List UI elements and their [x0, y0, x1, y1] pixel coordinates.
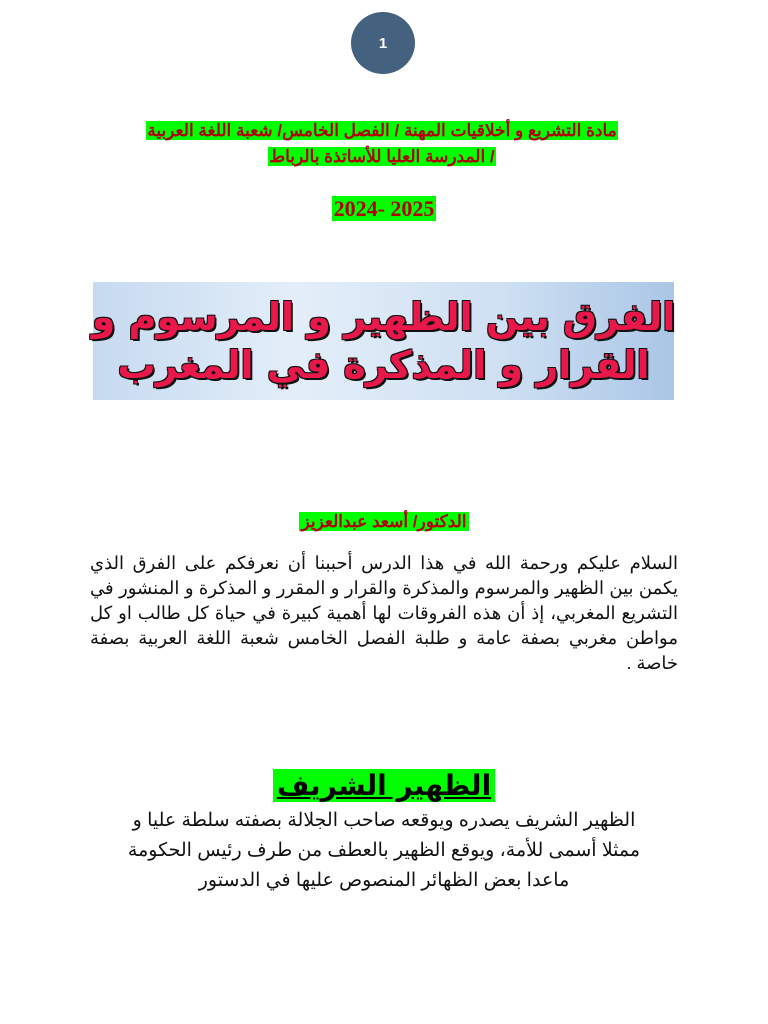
school-name: / المدرسة العليا للأساتذة بالرباط: [269, 147, 495, 166]
page-number: 1: [378, 34, 388, 52]
section-heading: الظهير الشريف: [273, 769, 495, 802]
course-title: مادة التشريع و أخلاقيات المهنة / الفصل الخامس/ شعبة اللغة العربية: [147, 121, 617, 140]
section-heading-block: [0, 768, 768, 804]
course-header-line-2: [90, 144, 674, 170]
section-body: [100, 806, 668, 896]
banner-title-line-2: القرار و المذكرة في المغرب: [117, 343, 650, 387]
author-name: الدكتور/ أسعد عبدالعزيز: [301, 512, 467, 531]
section-body-line-3: ماعدا بعض الظهائر المنصوص عليها في الدستور: [198, 870, 570, 891]
banner-title-line-1: الفرق بين الظهير و المرسوم و: [91, 295, 676, 339]
author-block: [0, 509, 768, 535]
course-header: [90, 118, 674, 170]
academic-year: 2024- 2025: [333, 196, 435, 221]
intro-paragraph: السلام عليكم ورحمة الله في هذا الدرس أحببنا أن نعرفكم على الفرق الذي يكمن بين الظهير والمرسوم والمذكرة والقرار و المقرر و المذكرة و المنشور في التشريع المغربي، إذ أن هذه الفروقات لها أهمية كبيرة في حياة كل طالب او كل مواطن مغربي بصفة عامة و طلبة الفصل الخامس شعبة اللغة العربية بصفة خاصة .: [90, 553, 678, 673]
title-banner: [93, 282, 674, 400]
course-header-line-1: [90, 118, 674, 144]
section-body-line-2: ممثلا أسمى للأمة، ويوقع الظهير بالعطف من طرف رئيس الحكومة: [127, 840, 641, 861]
academic-year-block: [0, 194, 768, 224]
section-body-line-1: الظهير الشريف يصدره ويوقعه صاحب الجلالة بصفته سلطة عليا و: [132, 810, 636, 831]
page-number-badge: [351, 12, 415, 74]
